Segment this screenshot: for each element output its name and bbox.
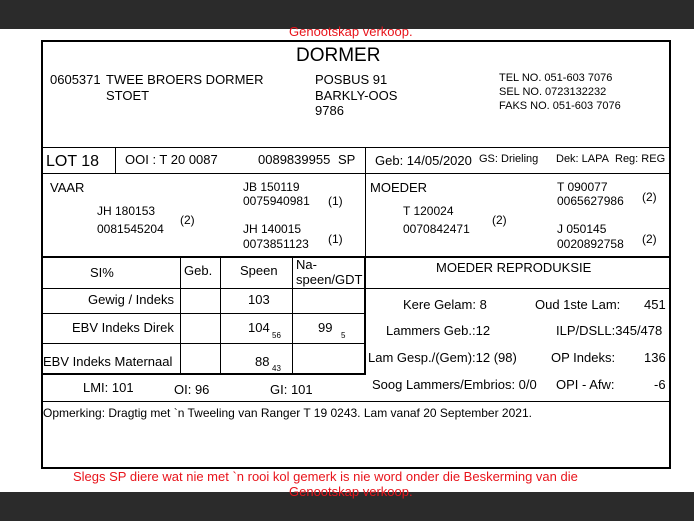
gs-field: GS: Drieling: [479, 153, 539, 165]
divider-opmerking-top: [41, 401, 671, 402]
oud-1ste-lam-value: 451: [644, 297, 666, 312]
oi-value: OI: 96: [174, 382, 210, 397]
breeder-name: DORMER: [296, 45, 381, 66]
opmerking: Opmerking: Dragtig met `n Tweeling van Ranger T 19 0243. Lam vanaf 20 September 2021.: [43, 406, 532, 420]
vaar-dam-number: 0081545204: [97, 222, 164, 236]
lam-gesp: Lam Gesp./(Gem):12 (98): [368, 350, 517, 365]
oud-1ste-lam-label: Oud 1ste Lam:: [535, 297, 621, 312]
ooi-number: 0089839955: [258, 152, 331, 167]
vline-geb: [365, 147, 366, 257]
kere-gelam: Kere Gelam: 8: [403, 297, 487, 312]
ooi-id: OOI : T 20 0087: [125, 152, 218, 167]
lot-number: LOT 18: [46, 153, 100, 170]
divider-lot-top: [41, 147, 671, 148]
address-line1: POSBUS 91: [315, 72, 388, 87]
reg-field: Reg: REG: [615, 153, 666, 165]
row-maternaal-speen: 88: [255, 354, 270, 369]
footer-notice: Slegs SP diere wat nie met `n rooi kol gemerk is nie word onder die Beskerming van die: [73, 469, 578, 484]
row-maternaal-label: EBV Indeks Maternaal: [43, 354, 173, 369]
moeder-dam2-id: J 050145: [557, 222, 607, 236]
moeder-dam-id: T 120024: [403, 204, 454, 218]
moeder-dam2-count: (2): [642, 232, 657, 246]
vaar-sire-count: (1): [328, 194, 343, 208]
opi-afw-label: OPI - Afw:: [556, 377, 615, 392]
vline-index-speen: [220, 257, 221, 374]
birth-date: Geb: 14/05/2020: [375, 153, 472, 168]
vaar-dam2-number: 0073851123: [243, 237, 309, 251]
vaar-dam-id: JH 180153: [97, 204, 156, 218]
row-direk-speen-accuracy: 56: [272, 331, 281, 340]
moeder-sire-count: (2): [642, 190, 657, 204]
header-notice: Genootskap verkoop.: [289, 24, 413, 39]
col-speen-header: Speen: [240, 263, 278, 278]
row-direk-na-accuracy: 5: [341, 331, 346, 340]
soog-lammers: Soog Lammers/Embrios: 0/0: [372, 377, 537, 392]
row-gewig-label: Gewig / Indeks: [88, 292, 174, 307]
lammers-geb: Lammers Geb.:12: [386, 323, 491, 338]
row-maternaal-speen-accuracy: 43: [272, 364, 281, 373]
row-gewig-speen: 103: [248, 292, 270, 307]
lmi-value: LMI: 101: [83, 380, 134, 395]
moeder-dam-number: 0070842471: [403, 222, 470, 236]
sel-number: SEL NO. 0723132232: [499, 86, 607, 98]
row-direk-speen: 104: [248, 320, 270, 335]
sp-mark: SP: [338, 152, 356, 167]
vline-index-geb: [180, 257, 181, 374]
vaar-sire-id: JB 150119: [243, 180, 300, 194]
divider-index-row3: [41, 373, 365, 375]
breeder-id: 0605371: [50, 72, 101, 87]
moeder-sire-id: T 090077: [557, 180, 608, 194]
row-direk-label: EBV Indeks Direk: [72, 320, 174, 335]
divider-pedigree-bottom: [41, 256, 671, 258]
moeder-sire-number: 0065627986: [557, 194, 624, 208]
col-naspeen-header-1: Na-: [296, 257, 317, 272]
vaar-label: VAAR: [50, 180, 85, 195]
dek-field: Dek: LAPA: [556, 153, 609, 165]
footer-notice-line2: Genootskap verkoop.: [289, 484, 413, 499]
faks-number: FAKS NO. 051-603 7076: [499, 100, 621, 112]
vaar-dam2-id: JH 140015: [243, 222, 302, 236]
divider-repro-header: [365, 288, 671, 289]
col-naspeen-header-2: speen/GDT: [296, 272, 363, 287]
gi-value: GI: 101: [270, 382, 313, 397]
divider-lot-bottom: [41, 173, 671, 174]
vaar-dam2-count: (1): [328, 232, 343, 246]
moeder-dam2-number: 0020892758: [557, 237, 624, 251]
tel-number: TEL NO. 051-603 7076: [499, 72, 613, 84]
address-line2: BARKLY-OOS: [315, 88, 398, 103]
col-geb-header: Geb.: [184, 263, 213, 278]
col-si-header: SI%: [90, 265, 114, 280]
vline-index-right: [364, 257, 366, 375]
row-direk-na: 99: [318, 320, 333, 335]
op-indeks-value: 136: [644, 350, 666, 365]
repro-title: MOEDER REPRODUKSIE: [436, 260, 592, 275]
stud-name-line2: STOET: [106, 88, 150, 103]
vline-lot: [115, 147, 116, 173]
moeder-dam-count: (2): [492, 213, 507, 227]
ilp-dsll: ILP/DSLL:345/478: [556, 323, 663, 338]
stud-name-line1: TWEE BROERS DORMER: [106, 72, 264, 87]
divider-index-row1: [41, 313, 365, 314]
divider-index-header: [41, 288, 365, 289]
moeder-label: MOEDER: [370, 180, 428, 195]
op-indeks-label: OP Indeks:: [551, 350, 616, 365]
divider-index-row2: [41, 343, 365, 344]
address-line3: 9786: [315, 103, 344, 118]
vaar-dam-count: (2): [180, 213, 195, 227]
vline-index-na: [292, 257, 293, 374]
vaar-sire-number: 0075940981: [243, 194, 310, 208]
opi-afw-value: -6: [654, 377, 666, 392]
